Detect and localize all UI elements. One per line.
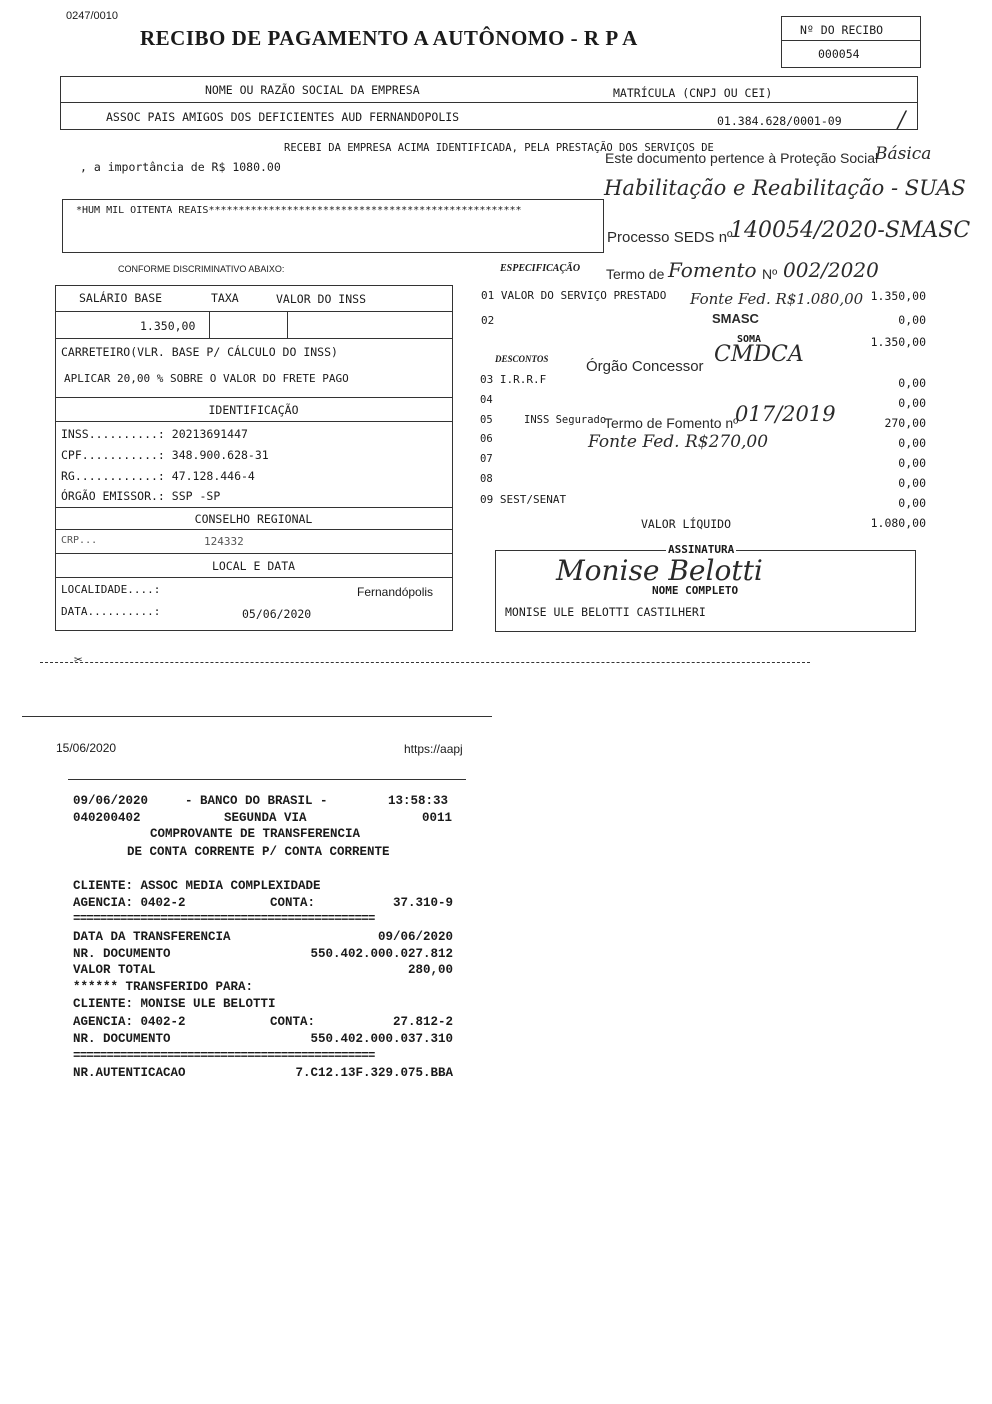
row02-label: 02	[481, 314, 495, 327]
comp-nrdoc-value: 550.402.000.027.812	[310, 947, 453, 961]
termo-no-label: Nº	[762, 266, 778, 282]
soma-value: 1.350,00	[870, 335, 926, 349]
row08-value: 0,00	[898, 476, 926, 490]
row01-hand-note: Fonte Fed. R$1.080,00	[690, 290, 864, 308]
stamp-protecao-social: Este documento pertence à Proteção Social	[605, 150, 879, 166]
comp-conta-destino-label: CONTA:	[270, 1015, 316, 1029]
rg-field: RG............: 47.128.446-4	[61, 469, 255, 483]
carreteiro-text: CARRETEIRO(VLR. BASE P/ CÁLCULO DO INSS)	[61, 345, 338, 359]
comp-segunda-via: SEGUNDA VIA	[224, 811, 307, 825]
soma-label: SOMA	[737, 334, 762, 345]
comp-valor-label: VALOR TOTAL	[73, 963, 156, 977]
comp-data-label: DATA DA TRANSFERENCIA	[73, 930, 231, 944]
stamp-hand-habilitacao: Habilitação e Reabilitação - SUAS	[604, 176, 966, 200]
signature: Monise Belotti	[556, 554, 763, 587]
comp-valor-value: 280,00	[407, 963, 453, 977]
valor-liquido-label: VALOR LÍQUIDO	[641, 517, 732, 531]
recibo-label: Nº DO RECIBO	[800, 23, 884, 37]
comp-bank: - BANCO DO BRASIL -	[185, 794, 328, 808]
comp-agencia-destino: AGENCIA: 0402-2	[73, 1015, 186, 1029]
importancia-text: , a importância de R$ 1080.00	[80, 160, 281, 174]
header-valor-inss: VALOR DO INSS	[276, 292, 367, 306]
row01-label: 01 VALOR DO SERVIÇO PRESTADO	[481, 289, 667, 302]
identificacao-title: IDENTIFICAÇÃO	[208, 403, 299, 417]
row05-label: 05	[480, 414, 493, 426]
row04-label: 04	[480, 394, 493, 406]
aplicar-text: APLICAR 20,00 % SOBRE O VALOR DO FRETE PAGO	[64, 372, 349, 385]
recebi-text: RECEBI DA EMPRESA ACIMA IDENTIFICADA, PELA PRESTAÇÃO DOS SERVIÇOS DE	[284, 142, 714, 154]
inss-field: INSS..........: 20213691447	[61, 427, 248, 441]
comp-separator-2: =============================================	[73, 1049, 375, 1063]
data-value: 05/06/2020	[242, 607, 312, 621]
comp-seq: 0011	[422, 811, 453, 825]
empresa-name: ASSOC PAIS AMIGOS DOS DEFICIENTES AUD FERNANDOPOLIS	[106, 110, 460, 124]
row07-label: 07	[480, 453, 493, 465]
localidade-label: LOCALIDADE....:	[61, 583, 161, 596]
nome-completo-label: NOME COMPLETO	[652, 584, 739, 597]
crp-value: 124332	[204, 535, 244, 548]
comp-code: 040200402	[73, 811, 141, 825]
row09-label: 09 SEST/SENAT	[480, 493, 567, 506]
row05-text: INSS Segurado	[524, 414, 607, 426]
termo-hand: Fomento	[668, 258, 757, 282]
conselho-title: CONSELHO REGIONAL	[194, 512, 313, 526]
localidade-value: Fernandópolis	[357, 585, 434, 599]
print-url: https://aapj	[404, 742, 463, 756]
row04-value: 0,00	[898, 396, 926, 410]
termo-no-hand: 002/2020	[783, 258, 879, 282]
comp-agencia-origem: AGENCIA: 0402-2	[73, 896, 186, 910]
header-salario-base: SALÁRIO BASE	[79, 291, 163, 305]
data-label: DATA..........:	[61, 605, 161, 618]
comp-data-value: 09/06/2020	[377, 930, 453, 944]
comp-conta-destino: 27.812-2	[392, 1015, 453, 1029]
comp-transferido: ****** TRANSFERIDO PARA:	[73, 980, 254, 994]
descontos-label: DESCONTOS	[495, 354, 549, 364]
especificacao-label: ESPECIFICAÇÃO	[500, 263, 581, 274]
row05-value: 270,00	[884, 416, 926, 430]
empresa-name-label: NOME OU RAZÃO SOCIAL DA EMPRESA	[205, 83, 420, 97]
comp-cliente-origem: CLIENTE: ASSOC MEDIA COMPLEXIDADE	[73, 879, 321, 893]
comp-separator: =============================================	[73, 912, 375, 926]
termo2-hand-fonte: Fonte Fed. R$270,00	[588, 432, 769, 452]
slash-mark: /	[898, 108, 906, 133]
row09-value: 0,00	[898, 496, 926, 510]
assinatura-label: ASSINATURA	[668, 543, 735, 556]
recibo-number: 000054	[818, 47, 860, 61]
header-taxa: TAXA	[211, 291, 239, 305]
comp-cliente-destino: CLIENTE: MONISE ULE BELOTTI	[73, 997, 276, 1011]
comp-title-2: DE CONTA CORRENTE P/ CONTA CORRENTE	[127, 845, 390, 859]
comp-date: 09/06/2020	[73, 794, 149, 808]
stamp-hand-basica: Básica	[875, 144, 932, 164]
comp-time: 13:58:33	[388, 794, 449, 808]
smasc-stamp: SMASC	[712, 311, 759, 326]
scissors-icon: ✂	[74, 652, 83, 668]
salario-base-value: 1.350,00	[140, 319, 196, 333]
orgao-emissor-field: ÓRGÃO EMISSOR.: SSP -SP	[61, 489, 221, 503]
matricula-label: MATRÍCULA (CNPJ OU CEI)	[613, 86, 773, 100]
doc-reference: 0247/0010	[66, 10, 118, 22]
cut-line	[40, 662, 810, 663]
valor-extenso: *HUM MIL OITENTA REAIS****************************************************	[76, 205, 522, 216]
processo-label: Processo SEDS nº	[607, 229, 733, 246]
comp-title-1: COMPROVANTE DE TRANSFERENCIA	[150, 827, 361, 841]
row06-value: 0,00	[898, 436, 926, 450]
comp-conta-origem: 37.310-9	[392, 896, 453, 910]
page-title: RECIBO DE PAGAMENTO A AUTÔNOMO - R P A	[140, 26, 638, 50]
row03-value: 0,00	[898, 376, 926, 390]
comp-aut-value: 7.C12.13F.329.075.BBA	[295, 1066, 453, 1080]
row03-label: 03 I.R.R.F	[480, 373, 547, 386]
comp-nrdoc2-label: NR. DOCUMENTO	[73, 1032, 171, 1046]
comp-nrdoc2-value: 550.402.000.037.310	[310, 1032, 453, 1046]
conforme-label: CONFORME DISCRIMINATIVO ABAIXO:	[118, 264, 285, 274]
comp-nrdoc-label: NR. DOCUMENTO	[73, 947, 171, 961]
orgao-concessor-label: Órgão Concessor	[586, 358, 704, 375]
orgao-concessor-hand: CMDCA	[714, 342, 804, 367]
valor-liquido-value: 1.080,00	[870, 516, 926, 530]
termo-label: Termo de	[606, 266, 665, 282]
local-data-title: LOCAL E DATA	[211, 559, 296, 573]
row06-label: 06	[480, 433, 493, 445]
empresa-cnpj: 01.384.628/0001-09	[717, 114, 842, 128]
row08-label: 08	[480, 473, 493, 485]
comp-aut-label: NR.AUTENTICACAO	[73, 1066, 186, 1080]
cpf-field: CPF...........: 348.900.628-31	[61, 448, 269, 462]
processo-hand: 140054/2020-SMASC	[730, 218, 971, 243]
row01-value: 1.350,00	[870, 289, 926, 303]
row07-value: 0,00	[898, 456, 926, 470]
nome-completo-value: MONISE ULE BELOTTI CASTILHERI	[505, 605, 706, 619]
comp-conta-origem-label: CONTA:	[270, 896, 316, 910]
crp-label: CRP...	[61, 535, 98, 546]
row02-value: 0,00	[898, 313, 926, 327]
termo2-hand: 017/2019	[735, 402, 836, 426]
print-date: 15/06/2020	[56, 741, 117, 755]
termo2-label: Termo de Fomento nº	[604, 415, 739, 431]
